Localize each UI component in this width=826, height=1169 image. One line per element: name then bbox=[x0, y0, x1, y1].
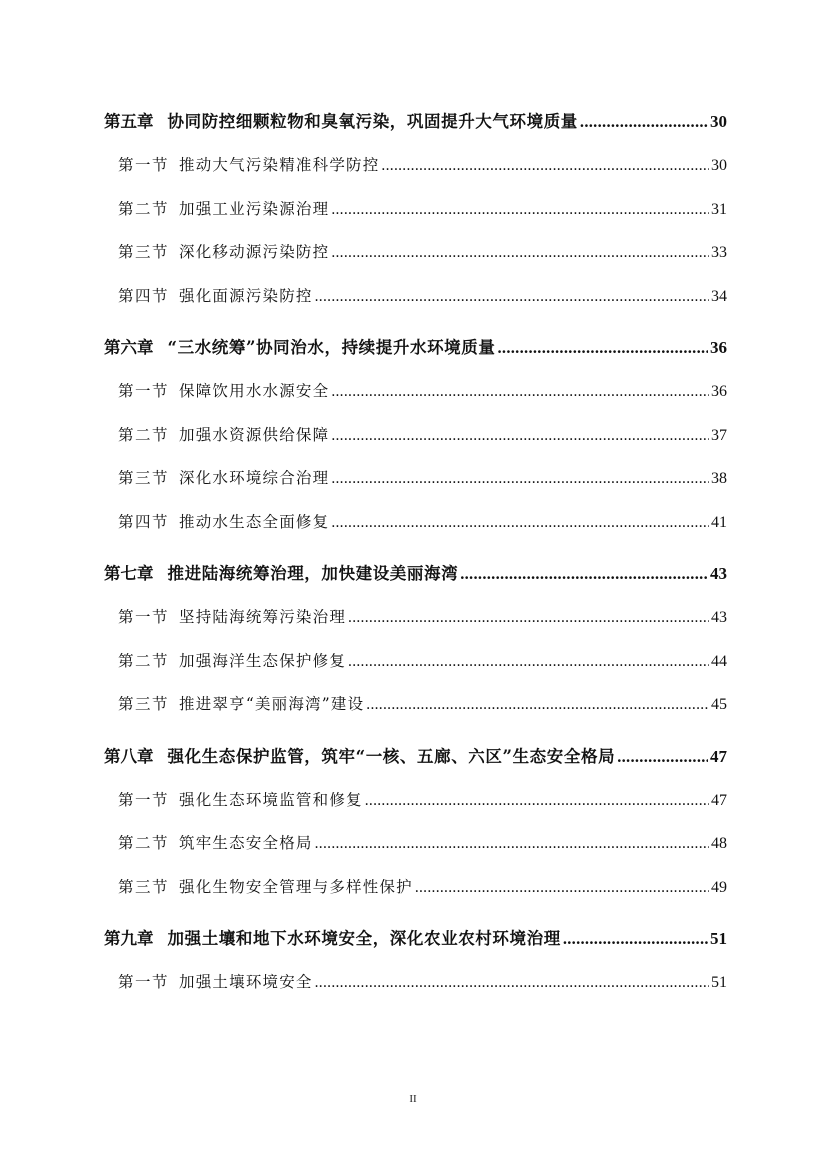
chapter-title: 推进陆海统筹治理，加快建设美丽海湾 bbox=[167, 564, 459, 583]
toc-section-entry[interactable] bbox=[104, 780, 727, 824]
dot-leader bbox=[497, 328, 708, 368]
page-number-ref: 41 bbox=[711, 513, 727, 531]
section-label: 第三节 bbox=[118, 243, 170, 261]
chapter-title: 加强土壤和地下水环境安全，深化农业农村环境治理 bbox=[167, 929, 561, 948]
dot-leader bbox=[331, 190, 709, 230]
toc-section-entry[interactable] bbox=[104, 145, 727, 189]
section-title: 强化面源污染防控 bbox=[179, 286, 313, 305]
section-title: 强化生态环境监管和修复 bbox=[179, 790, 363, 809]
chapter-label: 第五章 bbox=[104, 112, 154, 131]
page-number-ref: 36 bbox=[710, 338, 727, 357]
chapter-title: 强化生态保护监管，筑牢“一核、五廊、六区”生态安全格局 bbox=[167, 746, 616, 766]
chapter-title: “三水统筹”协同治水，持续提升水环境质量 bbox=[167, 338, 496, 357]
chapter-spacer bbox=[104, 910, 727, 919]
page-number-ref: 49 bbox=[711, 878, 727, 896]
dot-leader bbox=[366, 685, 709, 725]
page-number-ref: 33 bbox=[711, 244, 727, 261]
toc-chapter-entry[interactable] bbox=[104, 919, 727, 962]
dot-leader bbox=[331, 459, 709, 499]
section-title: 坚持陆海统筹污染治理 bbox=[179, 608, 347, 626]
chapter-label: 第七章 bbox=[104, 564, 154, 583]
section-label: 第二节 bbox=[118, 651, 170, 670]
section-label: 第一节 bbox=[118, 608, 170, 626]
page-number-ref: 51 bbox=[710, 929, 727, 948]
toc-section-entry[interactable] bbox=[104, 232, 727, 276]
section-label: 第二节 bbox=[118, 199, 170, 218]
section-label: 第一节 bbox=[118, 790, 170, 809]
toc-section-entry[interactable] bbox=[104, 823, 727, 867]
page-number-ref: 36 bbox=[711, 383, 727, 400]
section-title: 深化水环境综合治理 bbox=[179, 469, 330, 487]
section-label: 第二节 bbox=[118, 425, 170, 444]
toc-section-entry[interactable] bbox=[104, 371, 727, 415]
section-label: 第二节 bbox=[118, 834, 170, 852]
section-label: 第四节 bbox=[118, 512, 170, 531]
section-title: 加强土壤环境安全 bbox=[179, 973, 313, 991]
dot-leader bbox=[460, 554, 708, 594]
page-number-ref: 43 bbox=[710, 564, 727, 583]
dot-leader bbox=[315, 963, 709, 1003]
toc-section-entry[interactable] bbox=[104, 276, 727, 320]
dot-leader bbox=[580, 102, 708, 142]
dot-leader bbox=[348, 642, 709, 682]
chapter-label: 第九章 bbox=[104, 929, 154, 948]
section-title: 筑牢生态安全格局 bbox=[179, 834, 313, 852]
dot-leader bbox=[348, 598, 709, 638]
chapter-label: 第八章 bbox=[104, 746, 154, 766]
page-number-ref: 45 bbox=[711, 696, 727, 713]
dot-leader bbox=[381, 146, 709, 186]
page-number-ref: 37 bbox=[711, 426, 727, 444]
section-label: 第三节 bbox=[118, 469, 170, 487]
section-title: 推动大气污染精准科学防控 bbox=[179, 156, 380, 174]
section-title: 深化移动源污染防控 bbox=[179, 243, 330, 261]
toc-section-entry[interactable] bbox=[104, 458, 727, 502]
section-title: 推动水生态全面修复 bbox=[179, 512, 330, 531]
section-label: 第三节 bbox=[118, 877, 170, 896]
toc-section-entry[interactable] bbox=[104, 641, 727, 685]
page-number-ref: 51 bbox=[711, 974, 727, 991]
page-number-ref: 30 bbox=[711, 157, 727, 174]
dot-leader bbox=[617, 737, 708, 777]
page-number-ref: 48 bbox=[711, 835, 727, 852]
toc-chapter-entry[interactable] bbox=[104, 328, 727, 371]
page-number-ref: 47 bbox=[711, 791, 727, 809]
dot-leader bbox=[331, 503, 709, 543]
toc-section-entry[interactable] bbox=[104, 502, 727, 546]
toc-chapter-entry[interactable] bbox=[104, 737, 727, 780]
toc-chapter-entry[interactable] bbox=[104, 554, 727, 597]
dot-leader bbox=[315, 277, 709, 317]
toc-section-entry[interactable] bbox=[104, 962, 727, 1006]
page-number-ref: 31 bbox=[711, 200, 727, 218]
section-title: 加强水资源供给保障 bbox=[179, 425, 330, 444]
page-number-ref: 47 bbox=[710, 746, 727, 766]
section-label: 第一节 bbox=[118, 156, 170, 174]
chapter-title: 协同防控细颗粒物和臭氧污染，巩固提升大气环境质量 bbox=[167, 112, 578, 131]
chapter-spacer bbox=[104, 545, 727, 554]
toc-section-entry[interactable] bbox=[104, 867, 727, 911]
page-number-ref: 43 bbox=[711, 609, 727, 626]
section-label: 第一节 bbox=[118, 382, 170, 400]
chapter-label: 第六章 bbox=[104, 338, 154, 357]
section-title: 加强海洋生态保护修复 bbox=[179, 651, 347, 670]
section-title: 推进翠亨“美丽海湾”建设 bbox=[179, 695, 365, 713]
section-label: 第四节 bbox=[118, 286, 170, 305]
chapter-spacer bbox=[104, 728, 727, 737]
section-title: 加强工业污染源治理 bbox=[179, 199, 330, 218]
section-title: 强化生物安全管理与多样性保护 bbox=[179, 877, 413, 896]
toc-section-entry[interactable] bbox=[104, 189, 727, 233]
page-number-ref: 44 bbox=[711, 652, 727, 670]
toc-section-entry[interactable] bbox=[104, 597, 727, 641]
table-of-contents bbox=[104, 102, 727, 1006]
dot-leader bbox=[365, 781, 709, 821]
section-title: 保障饮用水水源安全 bbox=[179, 382, 330, 400]
toc-section-entry[interactable] bbox=[104, 684, 727, 728]
page-number-ref: 34 bbox=[711, 287, 727, 305]
chapter-spacer bbox=[104, 319, 727, 328]
page-number: II bbox=[409, 1093, 417, 1105]
dot-leader bbox=[331, 416, 709, 456]
dot-leader bbox=[331, 233, 709, 273]
toc-chapter-entry[interactable] bbox=[104, 102, 727, 145]
dot-leader bbox=[315, 824, 709, 864]
page-number-ref: 30 bbox=[710, 112, 727, 131]
dot-leader bbox=[563, 919, 708, 959]
dot-leader bbox=[331, 372, 709, 412]
section-label: 第三节 bbox=[118, 695, 170, 713]
page-number-ref: 38 bbox=[711, 470, 727, 487]
toc-section-entry[interactable] bbox=[104, 415, 727, 459]
section-label: 第一节 bbox=[118, 973, 170, 991]
dot-leader bbox=[415, 868, 709, 908]
